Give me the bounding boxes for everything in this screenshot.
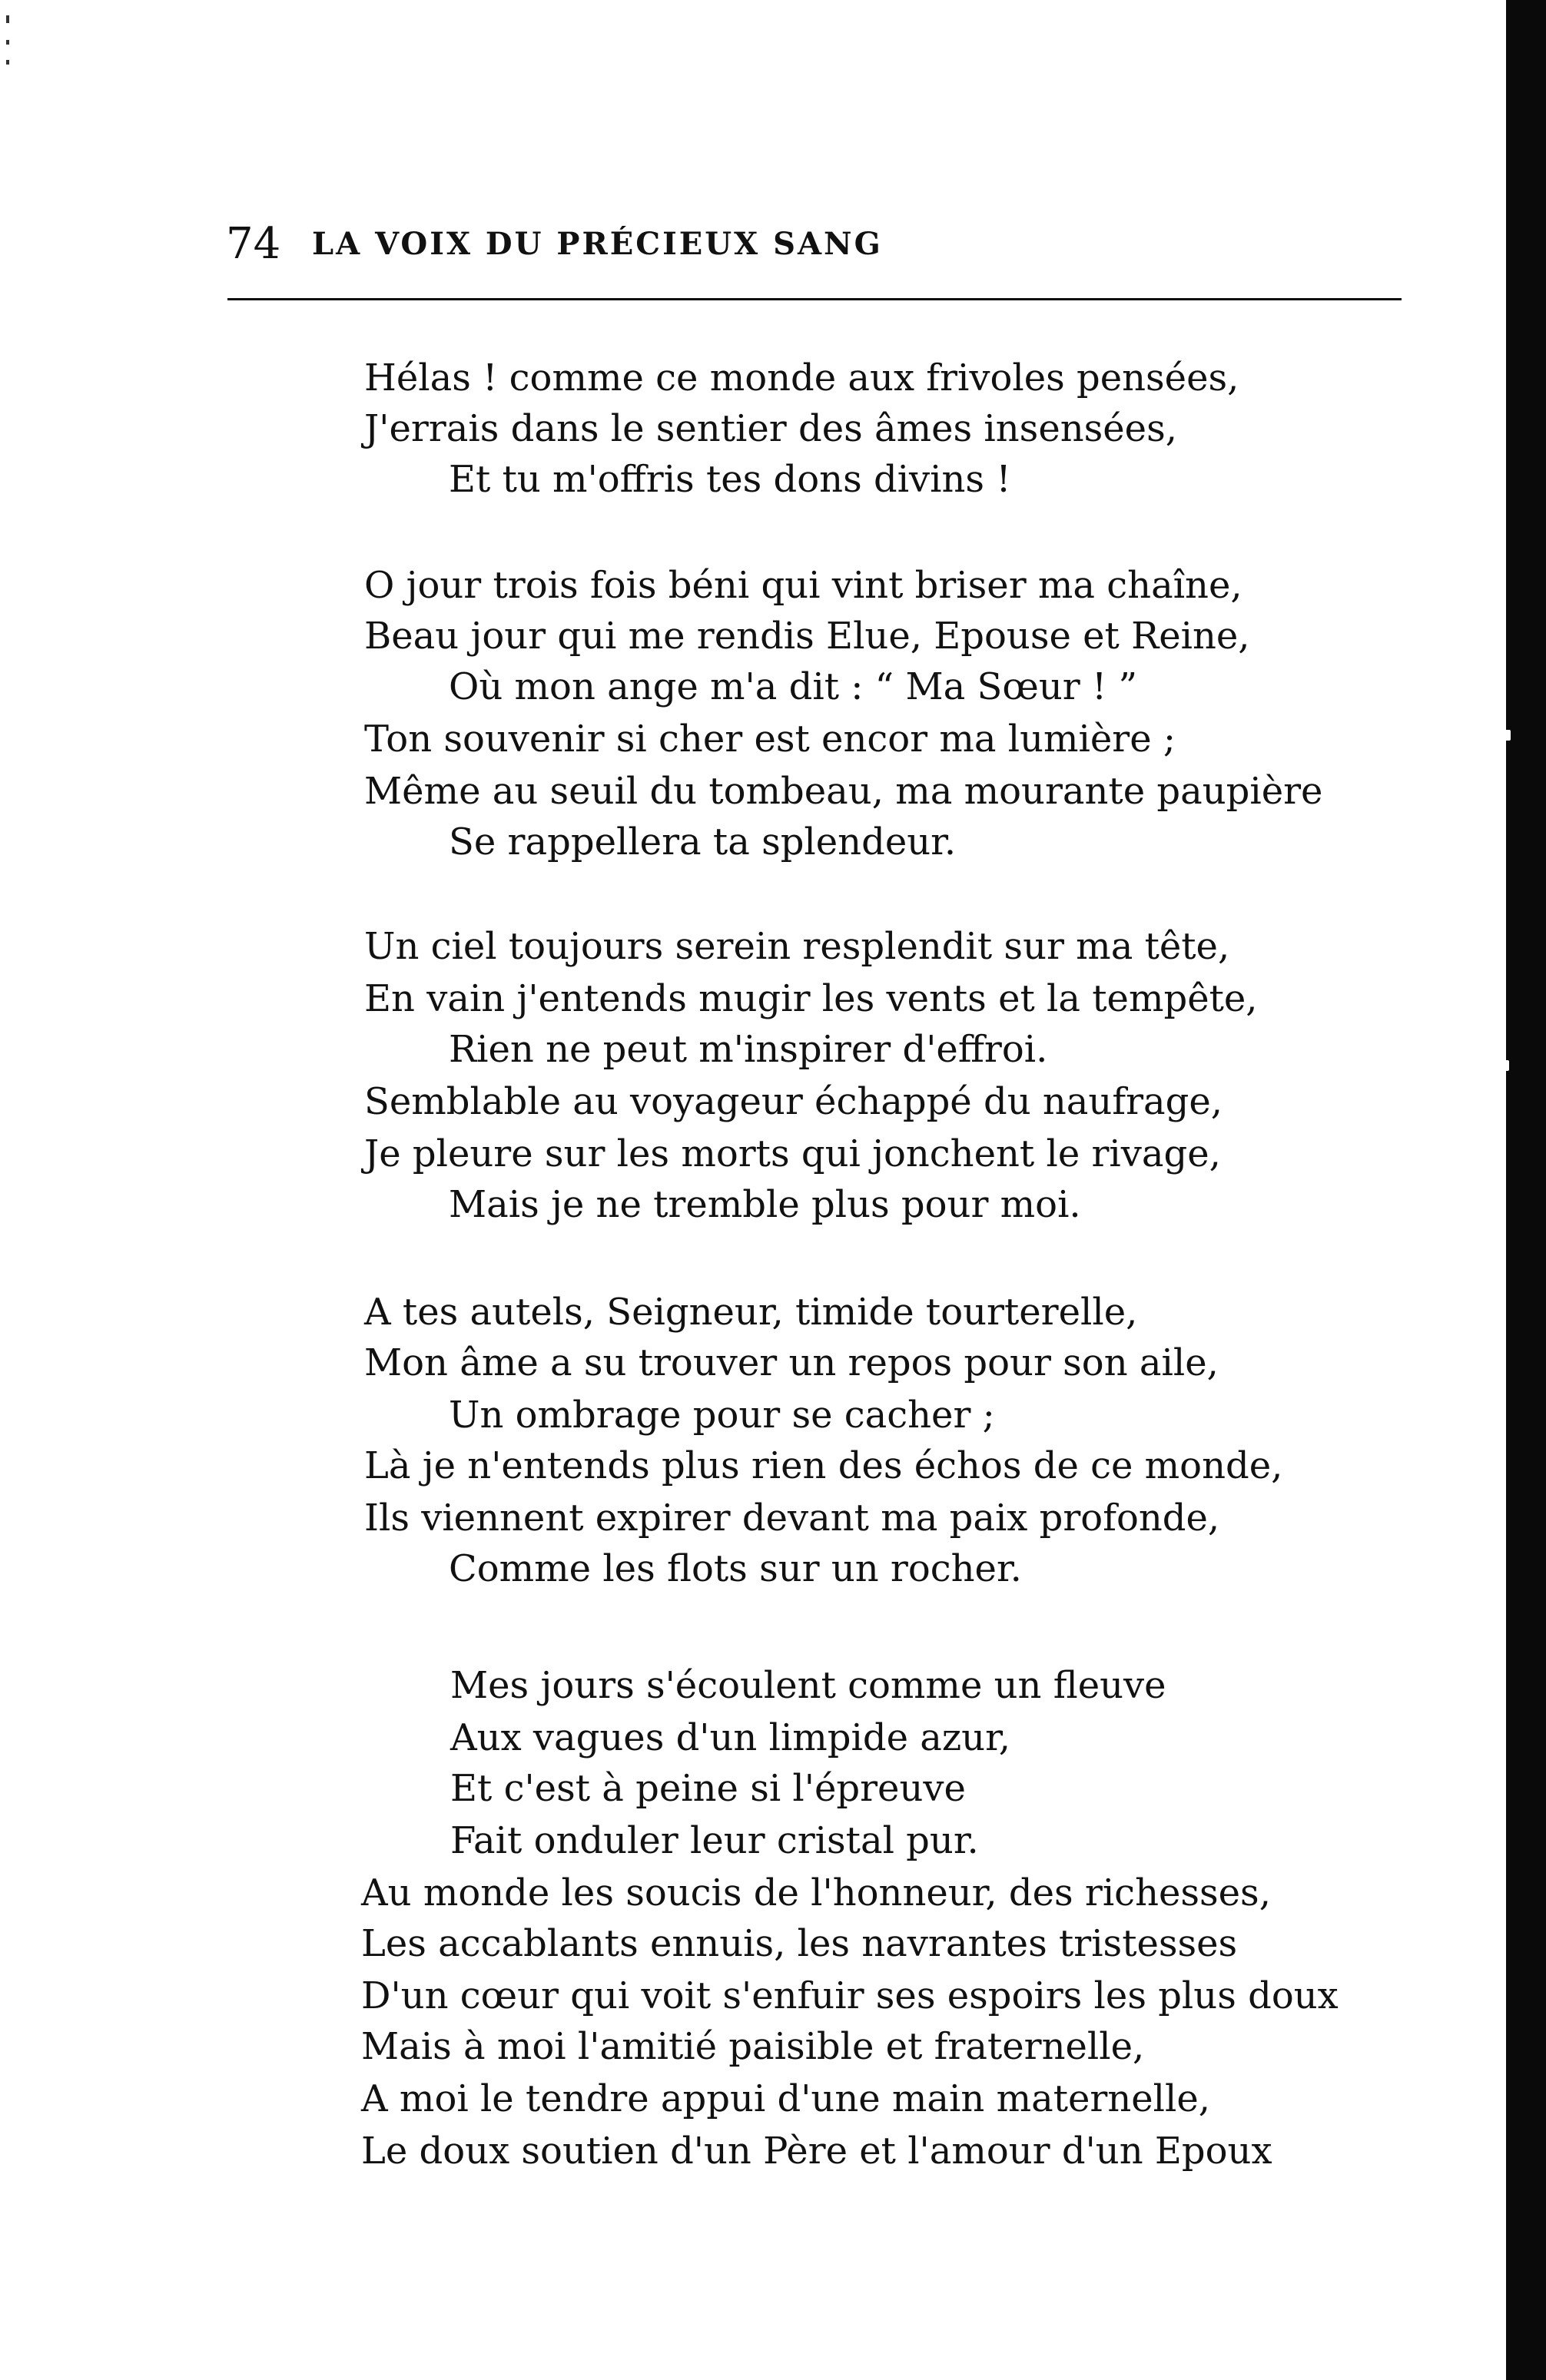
verse-line: Mais à moi l'amitié paisible et fraternelle, xyxy=(361,2025,1145,2068)
verse-line: Comme les flots sur un rocher. xyxy=(449,1547,1022,1590)
verse-line: Mon âme a su trouver un repos pour son aile, xyxy=(364,1341,1219,1384)
verse-line: Et tu m'offris tes dons divins ! xyxy=(449,458,1011,501)
verse-line: En vain j'entends mugir les vents et la tempête, xyxy=(364,977,1258,1020)
verse-line: Et c'est à peine si l'épreuve xyxy=(450,1767,966,1810)
verse-line: Hélas ! comme ce monde aux frivoles pensées, xyxy=(364,356,1239,399)
verse-line: Rien ne peut m'inspirer d'effroi. xyxy=(449,1028,1048,1071)
verse-line: A moi le tendre appui d'une main maternelle, xyxy=(361,2077,1211,2120)
margin-specks xyxy=(0,0,23,92)
verse-line: O jour trois fois béni qui vint briser ma chaîne, xyxy=(364,564,1242,607)
verse-line: J'errais dans le sentier des âmes insensées, xyxy=(364,407,1177,450)
verse-line: Au monde les soucis de l'honneur, des richesses, xyxy=(361,1871,1271,1914)
verse-line: Un ciel toujours serein resplendit sur ma tête, xyxy=(364,925,1230,968)
verse-line: Où mon ange m'a dit : “ Ma Sœur ! ” xyxy=(449,665,1138,708)
verse-line: A tes autels, Seigneur, timide tourterelle, xyxy=(364,1291,1138,1334)
verse-line: Mes jours s'écoulent comme un fleuve xyxy=(450,1664,1166,1707)
verse-line: Semblable au voyageur échappé du naufrage, xyxy=(364,1080,1223,1123)
verse-line: Les accablants ennuis, les navrantes tristesses xyxy=(361,1922,1238,1965)
page-header xyxy=(226,215,1402,277)
verse-line: Aux vagues d'un limpide azur, xyxy=(450,1716,1011,1759)
verse-line: Le doux soutien d'un Père et l'amour d'un Epoux xyxy=(361,2130,1272,2173)
verse-line: Même au seuil du tombeau, ma mourante paupière xyxy=(364,770,1323,813)
header-rule xyxy=(227,298,1402,300)
verse-line: Beau jour qui me rendis Elue, Epouse et Reine, xyxy=(364,615,1250,658)
verse-line: Ton souvenir si cher est encor ma lumière ; xyxy=(364,718,1176,761)
page-number: 74 xyxy=(226,219,281,269)
verse-line: Je pleure sur les morts qui jonchent le rivage, xyxy=(364,1132,1221,1175)
page-edge-shadow xyxy=(1506,0,1546,2380)
verse-line: Un ombrage pour se cacher ; xyxy=(449,1394,995,1437)
verse-line: Mais je ne tremble plus pour moi. xyxy=(449,1183,1081,1226)
verse-line: D'un cœur qui voit s'enfuir ses espoirs les plus doux xyxy=(361,1974,1339,2017)
verse-line: Fait onduler leur cristal pur. xyxy=(450,1819,979,1862)
running-title: LA VOIX DU PRÉCIEUX SANG xyxy=(312,226,883,262)
verse-line: Ils viennent expirer devant ma paix profonde, xyxy=(364,1497,1220,1540)
verse-line: Là je n'entends plus rien des échos de ce monde, xyxy=(364,1444,1283,1487)
verse-line: Se rappellera ta splendeur. xyxy=(449,820,957,863)
